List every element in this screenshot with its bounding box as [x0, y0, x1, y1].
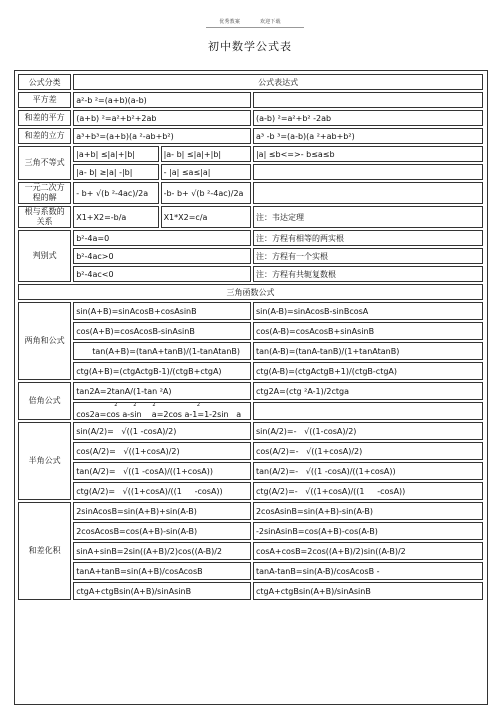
formula-cell: |a| ≤b<=>- b≤a≤b: [253, 146, 483, 162]
row-label: 根与系数的关系: [18, 206, 71, 228]
formula-cell: ctg(A/2)=- √((1+cosA)/((1 -cosA)): [253, 482, 483, 500]
formula-cell: -b- b+ √(b ²-4ac)/2a: [161, 182, 251, 204]
row-sum-diff-cube: [18, 128, 483, 144]
formula-cell: [73, 402, 251, 420]
header-left: 优秀教案: [219, 19, 241, 25]
formula-cell: b²-4ac<0: [73, 266, 251, 282]
row-label: 平方差: [18, 92, 71, 108]
formula-cell: 2cosAcosB=cos(A+B)-sin(A-B): [73, 522, 251, 540]
row-double-angle-1: [18, 382, 483, 400]
formula-cell: sin(A+B)=sinAcosB+cosAsinB: [73, 302, 251, 320]
trig-title: 三角函数公式: [18, 284, 483, 300]
empty-cell: [253, 92, 483, 108]
row-double-angle-2: [18, 402, 483, 420]
row-sum-diff-square: [18, 110, 483, 126]
formula-cell: b²-4a=0: [73, 230, 251, 246]
formula-cell: 2sinAcosB=sin(A+B)+sin(A-B): [73, 502, 251, 520]
trig-section-header: [18, 284, 483, 300]
row-sum-to-product-1: [18, 502, 483, 520]
row-label: 半角公式: [18, 422, 71, 500]
formula-cell: tan2A=2tanA/(1-tan ²A): [73, 382, 251, 400]
formula-cell: ctg(A/2)= √((1+cosA)/((1 -cosA)): [73, 482, 251, 500]
col-category-header: 公式分类: [18, 74, 71, 90]
row-label: 和差的立方: [18, 128, 71, 144]
formula-cell: ctgA+ctgBsin(A+B)/sinAsinB: [253, 582, 483, 600]
col-expression-header: 公式表达式: [73, 74, 483, 90]
formula-cell: - |a| ≤a≤|a|: [161, 164, 251, 180]
row-triangle-ineq-2: [18, 164, 483, 180]
formula-cell: cos(A-B)=cosAcosB+sinAsinB: [253, 322, 483, 340]
note-cell: 注：方程有相等的两实根: [253, 230, 483, 246]
row-half-angle-3: [18, 462, 483, 480]
formula-cell: a²-b ²=(a+b)(a-b): [73, 92, 251, 108]
row-discriminant-3: [18, 266, 483, 282]
formula-text: cos2a=cos a-sin a=2cos a-1=1-2sin a: [76, 409, 242, 419]
formula-cell: cosA+cosB=2cos((A+B)/2)sin((A-B)/2: [253, 542, 483, 560]
formula-cell: ctgA+ctgBsin(A+B)/sinAsinB: [73, 582, 251, 600]
formula-cell: b²-4ac>0: [73, 248, 251, 264]
page-header: [0, 18, 500, 25]
formula-cell: tan(A/2)=- √((1 -cosA)/((1+cosA)): [253, 462, 483, 480]
formula-cell: tan(A/2)= √((1 -cosA)/((1+cosA)): [73, 462, 251, 480]
formula-cell: cos(A/2)= √((1+cosA)/2): [73, 442, 251, 460]
row-half-angle-2: [18, 442, 483, 460]
formula-cell: X1+X2=-b/a: [73, 206, 158, 228]
superscript-line: 2 2 2 2: [114, 402, 201, 408]
formula-cell: ctg(A-B)=(ctgActgB+1)/(ctgB-ctgA): [253, 362, 483, 380]
row-sum-angle-4: [18, 362, 483, 380]
row-sum-angle-2: [18, 322, 483, 340]
row-discriminant-1: [18, 230, 483, 246]
row-quadratic: [18, 182, 483, 204]
row-half-angle-4: [18, 482, 483, 500]
row-square-diff: [18, 92, 483, 108]
formula-cell: a³ -b ³=(a-b)(a ²+ab+b²): [253, 128, 483, 144]
note-cell: 注：方程有共轭复数根: [253, 266, 483, 282]
formula-cell: - b+ √(b ²-4ac)/2a: [73, 182, 158, 204]
formula-cell: a³+b³=(a+b)(a ²-ab+b²): [73, 128, 251, 144]
row-label: 和差化积: [18, 502, 71, 600]
empty-cell: [253, 164, 483, 180]
row-label: 一元二次方程的解: [18, 182, 71, 204]
empty-cell: [253, 402, 483, 420]
row-label: 倍角公式: [18, 382, 71, 420]
row-discriminant-2: [18, 248, 483, 264]
formula-cell: tan(A-B)=(tanA-tanB)/(1+tanAtanB): [253, 342, 483, 360]
formula-cell: X1*X2=c/a: [161, 206, 251, 228]
formula-cell: |a- b| ≤|a|+|b|: [161, 146, 251, 162]
empty-cell: [253, 182, 483, 204]
row-half-angle-1: [18, 422, 483, 440]
row-sum-angle-1: [18, 302, 483, 320]
formula-cell: (a+b) ²=a²+b²+2ab: [73, 110, 251, 126]
note-cell: 注：方程有一个实根: [253, 248, 483, 264]
formula-cell: ctg(A+B)=(ctgActgB-1)/(ctgB+ctgA): [73, 362, 251, 380]
note-cell: 注：韦达定理: [253, 206, 483, 228]
formula-cell: tanA-tanB=sin(A-B)/cosAcosB -: [253, 562, 483, 580]
formula-table: [16, 72, 485, 602]
formula-cell: |a- b| ≥|a| -|b|: [73, 164, 158, 180]
formula-cell: (a-b) ²=a²+b² -2ab: [253, 110, 483, 126]
row-label: 判别式: [18, 230, 71, 282]
row-sum-to-product-2: [18, 522, 483, 540]
row-vieta: [18, 206, 483, 228]
formula-cell: sin(A/2)= √((1 -cosA)/2): [73, 422, 251, 440]
row-sum-to-product-4: [18, 562, 483, 580]
row-sum-to-product-3: [18, 542, 483, 560]
row-label: 两角和公式: [18, 302, 71, 380]
row-triangle-ineq-1: [18, 146, 483, 162]
table-header-row: [18, 74, 483, 90]
formula-cell: sin(A-B)=sinAcosB-sinBcosA: [253, 302, 483, 320]
header-divider: [206, 27, 304, 28]
row-label: 和差的平方: [18, 110, 71, 126]
formula-cell: tan(A+B)=(tanA+tanB)/(1-tanAtanB): [73, 342, 251, 360]
row-sum-angle-3: [18, 342, 483, 360]
formula-cell: tanA+tanB=sin(A+B)/cosAcosB: [73, 562, 251, 580]
formula-cell: cos(A/2)=- √((1+cosA)/2): [253, 442, 483, 460]
row-sum-to-product-5: [18, 582, 483, 600]
formula-cell: |a+b| ≤|a|+|b|: [73, 146, 158, 162]
formula-cell: 2cosAsinB=sin(A+B)-sin(A-B): [253, 502, 483, 520]
page-title: 初中数学公式表: [208, 40, 292, 53]
formula-cell: ctg2A=(ctg ²A-1)/2ctga: [253, 382, 483, 400]
row-label: 三角不等式: [18, 146, 71, 180]
formula-cell: sin(A/2)=- √((1-cosA)/2): [253, 422, 483, 440]
formula-cell: sinA+sinB=2sin((A+B)/2)cos((A-B)/2: [73, 542, 251, 560]
header-right: 欢迎下载: [259, 19, 281, 25]
formula-cell: -2sinAsinB=cos(A+B)-cos(A-B): [253, 522, 483, 540]
formula-cell: cos(A+B)=cosAcosB-sinAsinB: [73, 322, 251, 340]
